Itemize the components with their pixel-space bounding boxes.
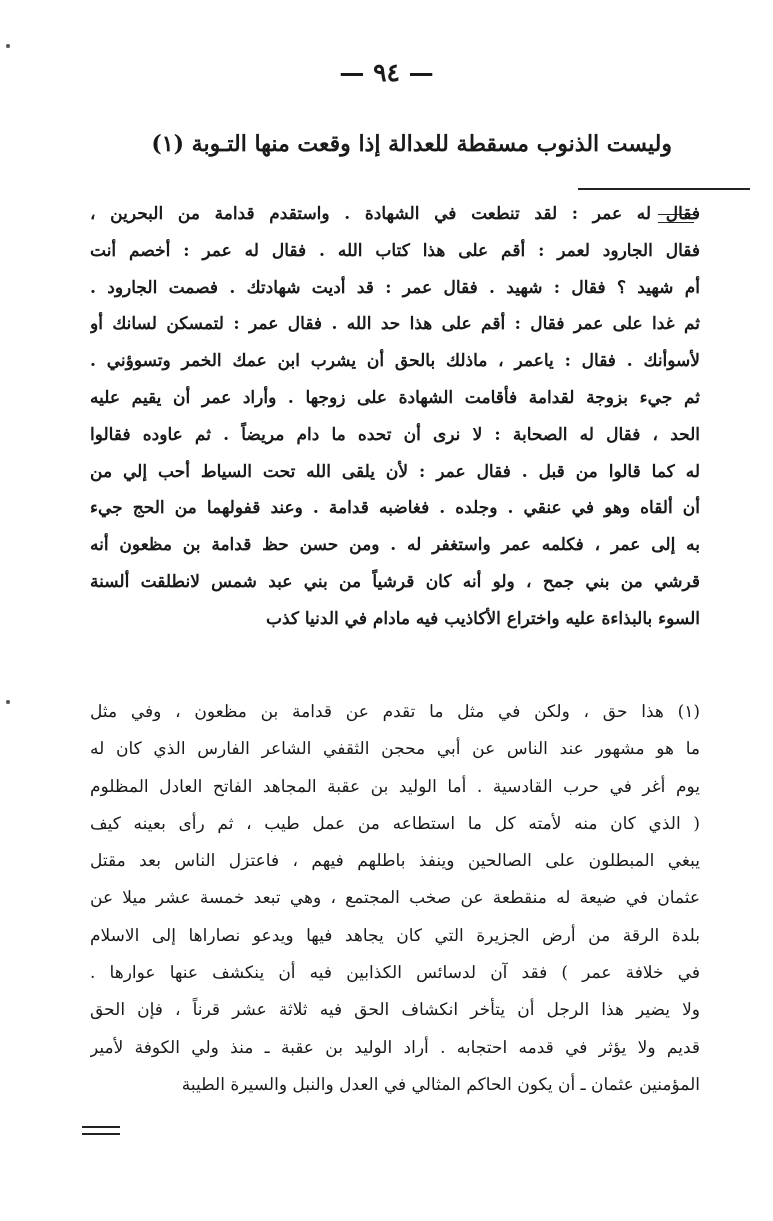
footnote-line: ( الذي كان منه لأمته كل ما استطاعه من عمل طيب ، ثم رأى بعينه كيف — [90, 813, 700, 834]
footnote-line: يوم أغر في حرب القادسية . أما الوليد بن عقبة المجاهد الفاتح العادل المظلوم — [90, 776, 700, 797]
footnote-line: المؤمنين عثمان ـ أن يكون الحاكم المثالي في العدل والنبل والسيرة الطيبة — [181, 1074, 700, 1095]
text-line: ثم غدا على عمر فقال : أقم على هذا حد الله . فقال عمر : لتمسكن لسانك أو — [90, 314, 700, 335]
footnote-line: عثمان في ضيعة له منقطعة عن صخب المجتمع ، وهي تبعد خمسة عشر ميلا عن — [90, 888, 700, 909]
scan-speck — [6, 700, 10, 704]
text-line: أم شهيد ؟ فقال : شهيد . فقال عمر : قد أديت شهادتك . فصمت الجارود . — [90, 277, 700, 298]
text-line: السوء بالبذاءة عليه واختراع الأكاذيب فيه مادام في الدنيا كذب — [265, 608, 700, 629]
footnote-line: في خلافة عمر ) فقد آن لدسائس الكذابين فيه أن ينكشف عنها عوارها . — [90, 963, 700, 984]
text-line: فقال الجارود لعمر : أقم على هذا كتاب الله . فقال له عمر : أخصم أنت — [90, 240, 700, 261]
footnote-line: ولا يضير هذا الرجل أن يتأخر انكشاف الحق فيه ثلاثة عشر قرناً ، فإن الحق — [90, 1000, 700, 1021]
continuation-mark-end-bottom — [82, 1133, 120, 1135]
footnote — [90, 694, 700, 1104]
chapter-heading: وليست الذنوب مسقطة للعدالة إذا وقعت منها التـوبة (١) — [151, 131, 672, 157]
text-line: فقال له عمر : لقد تنطعت في الشهادة . واستقدم قدامة من البحرين ، — [90, 204, 700, 224]
footnote-line: ما هو مشهور عند الناس عن أبي محجن الثقفي الشاعر الفارس الذي كان له — [90, 739, 700, 760]
scan-speck — [6, 44, 10, 48]
footnote-line: بلدة الرقة من أرض الجزيرة التي كان يجاهد فيها ويدعو نصاراها إلى الاسلام — [90, 925, 700, 946]
text-line: قرشي من بني جمح ، ولو أنه كان قرشياً من بني عبد شمس لانطلقت ألسنة — [90, 571, 700, 592]
heading-rule — [578, 188, 750, 190]
text-line: ثم جيء بزوجة لقدامة فأقامت الشهادة على زوجها . وأراد عمر أن يقيم عليه — [90, 387, 700, 408]
footnote-line: يبغي المبطلون على الصالحين وينفذ باطلهم فيهم ، فاعتزل الناس بعد مقتل — [90, 851, 700, 872]
text-line: له كما قالوا من قبل . فقال عمر : لأن يلقى الله تحت السياط أحب إلي من — [90, 461, 700, 482]
text-line: لأسوأنك . فقال : ياعمر ، ماذلك بالحق أن يشرب ابن عمك الخمر وتسوؤني . — [90, 351, 700, 372]
text-line: الحد ، فقال له الصحابة : لا نرى أن تحده ما دام مريضاً . ثم عاوده فقالوا — [90, 424, 700, 445]
footnote-line: قديم ولا يؤثر في قدمه احتجابه . أراد الوليد بن عقبة ـ منذ ولي الكوفة لأمير — [90, 1037, 700, 1058]
continuation-mark-end-top — [82, 1126, 120, 1128]
footnote-line: (١) هذا حق ، ولكن في مثل ما تقدم عن قدامة بن مظعون ، وفي مثل — [90, 702, 700, 722]
page-number: — ٩٤ — — [339, 58, 434, 87]
text-line: به إلى عمر ، فكلمه عمر واستغفر له . ومن حسن حظ قدامة بن مظعون أنه — [90, 535, 700, 556]
text-line: أن ألقاه وهو في عنقي . وجلده . فغاضبه قدامة . وعند قفولهما من الحج جيء — [90, 498, 700, 519]
main-text — [90, 196, 700, 638]
